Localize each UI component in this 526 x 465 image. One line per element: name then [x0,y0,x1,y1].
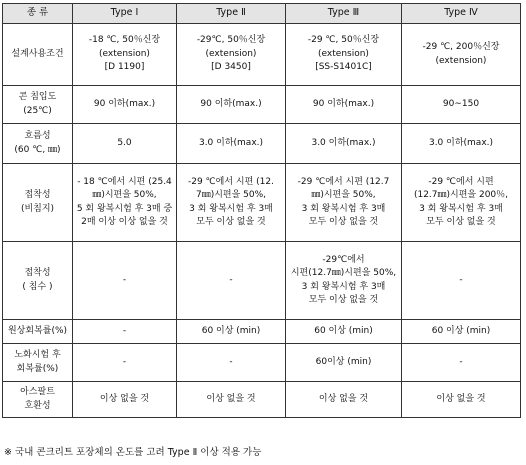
table-cell: 60이상 (min) [286,344,402,382]
table-cell: 이상 없을 것 [286,382,402,418]
cell-line: ㎜)시편을 50%, [311,190,376,200]
cell-line: [D 3450] [211,62,251,73]
row-label: 원상회복률(%) [7,325,68,336]
row-label-cell [3,344,73,382]
cell-line: 모두 이상 없을 것 [308,295,379,305]
cell-line: 5 회 왕복시험 후 3매 중 [76,203,173,214]
cell-line: 3 회 왕복시험 후 3매 [419,203,503,214]
table-cell: 3.0 이하(max.) [286,124,402,164]
table-cell: 3.0 이하(max.) [402,124,521,164]
cell-line: - 18 ℃에서 시편 (25.4 [77,176,172,187]
table-cell: - [177,344,286,382]
cell-line: [SS-S1401C] [315,62,372,73]
row-label-cell [3,320,73,344]
row-label-cell [3,124,73,164]
table-cell: - [73,242,177,320]
table-cell [73,164,177,242]
table-cell: - [73,320,177,344]
table-cell: - [402,344,521,382]
cell-line: -29 ℃, 200％신장 [422,42,500,52]
table-row [3,86,521,124]
row-label: 접착성 [24,268,51,278]
header-cell: Type Ⅱ [177,4,286,24]
table-cell [402,164,521,242]
cell-line: -29 ℃에서 시편 [428,176,494,187]
table-row [3,382,521,418]
table-cell: 60 이상 (min) [402,320,521,344]
cell-line: 모두 이상 없을 것 [426,217,496,227]
cell-line: 2매 이상 이상 없을 것 [81,217,168,227]
cell-line: 모두 이상 없을 것 [308,217,379,227]
table-cell: 5.0 [73,124,177,164]
table-cell: 90∼150 [402,86,521,124]
cell-line: ㎜)시편을 50%, [92,190,157,200]
table-row [3,242,521,320]
row-label: 흐름성 [24,131,51,141]
table-cell: 60 이상 (min) [286,320,402,344]
table-cell [286,24,402,86]
table-cell: 이상 없을 것 [402,382,521,418]
row-label: 접착성 [24,190,51,200]
row-label: 설계사용조건 [11,48,64,59]
table-cell [73,24,177,86]
cell-line: -29 ℃에서 시편 (12. [188,176,274,187]
cell-line: -29 ℃에서 시편 (12.7 [297,176,390,187]
table-cell [402,24,521,86]
table-cell: 90 이하(max.) [73,86,177,124]
row-label: 아스팔트 [20,387,55,397]
table-cell: - [402,242,521,320]
cell-line: (extension) [318,48,369,59]
row-label-cell [3,24,73,86]
table-row [3,24,521,86]
table-cell: 90 이하(max.) [286,86,402,124]
cell-line: 시편(12.7㎜)시편을 50%, [290,268,397,278]
table-cell: 이상 없을 것 [177,382,286,418]
footnote: ※ 국내 콘크리트 포장체의 온도를 고려 Type Ⅱ 이상 적용 가능 [4,447,262,458]
cell-line: 3 회 왕복시험 후 3매 [301,203,386,214]
table-row [3,164,521,242]
cell-line: (extension) [205,48,257,59]
header-row [3,4,521,24]
cell-line: 7㎜)시편을 50%, [195,190,267,200]
cell-line: -18 ℃, 50％신장 [88,35,161,46]
cell-line: 3 회 왕복시험 후 3매 [189,203,273,214]
row-label-cell [3,242,73,320]
row-label: ( 침수 ) [22,281,53,292]
cell-line: 3 회 왕복시험 후 3매 [301,281,386,292]
table-cell: 이상 없을 것 [73,382,177,418]
row-label-cell [3,164,73,242]
cell-line: [D 1190] [104,62,145,73]
row-label: (60 ℃, ㎜) [14,144,61,155]
table-cell [286,242,402,320]
table-cell: 60 이상 (min) [177,320,286,344]
cell-line: 모두 이상 없을 것 [196,217,266,227]
table-cell [177,164,286,242]
row-label-cell [3,382,73,418]
table-cell: 90 이하(max.) [177,86,286,124]
table-cell: - [177,242,286,320]
row-label: 노화시험 후 [14,350,61,360]
cell-line: (extension) [99,48,150,59]
spec-table [2,3,521,418]
row-label: 회복률(%) [16,363,59,374]
cell-line: (extension) [435,55,487,66]
table-row [3,320,521,344]
header-cell: Type Ⅰ [73,4,177,24]
row-label: (25℃) [23,105,52,116]
row-label: 호환성 [24,400,51,411]
table-row [3,344,521,382]
table-cell [177,24,286,86]
header-cell: Type Ⅳ [402,4,521,24]
table-cell: 3.0 이하(max.) [177,124,286,164]
table-cell [286,164,402,242]
row-label: 콘 침입도 [18,92,57,102]
table-cell: - [73,344,177,382]
cell-line: (12.7㎜)시편을 200％, [413,190,509,200]
cell-line: -29℃에서 [322,254,365,265]
cell-line: -29℃, 50％신장 [196,35,266,46]
header-cell: 종 류 [3,4,73,24]
cell-line: -29 ℃, 50％신장 [307,35,380,46]
header-cell: Type Ⅲ [286,4,402,24]
row-label-cell [3,86,73,124]
table-row [3,124,521,164]
row-label: (비침지) [20,203,55,214]
